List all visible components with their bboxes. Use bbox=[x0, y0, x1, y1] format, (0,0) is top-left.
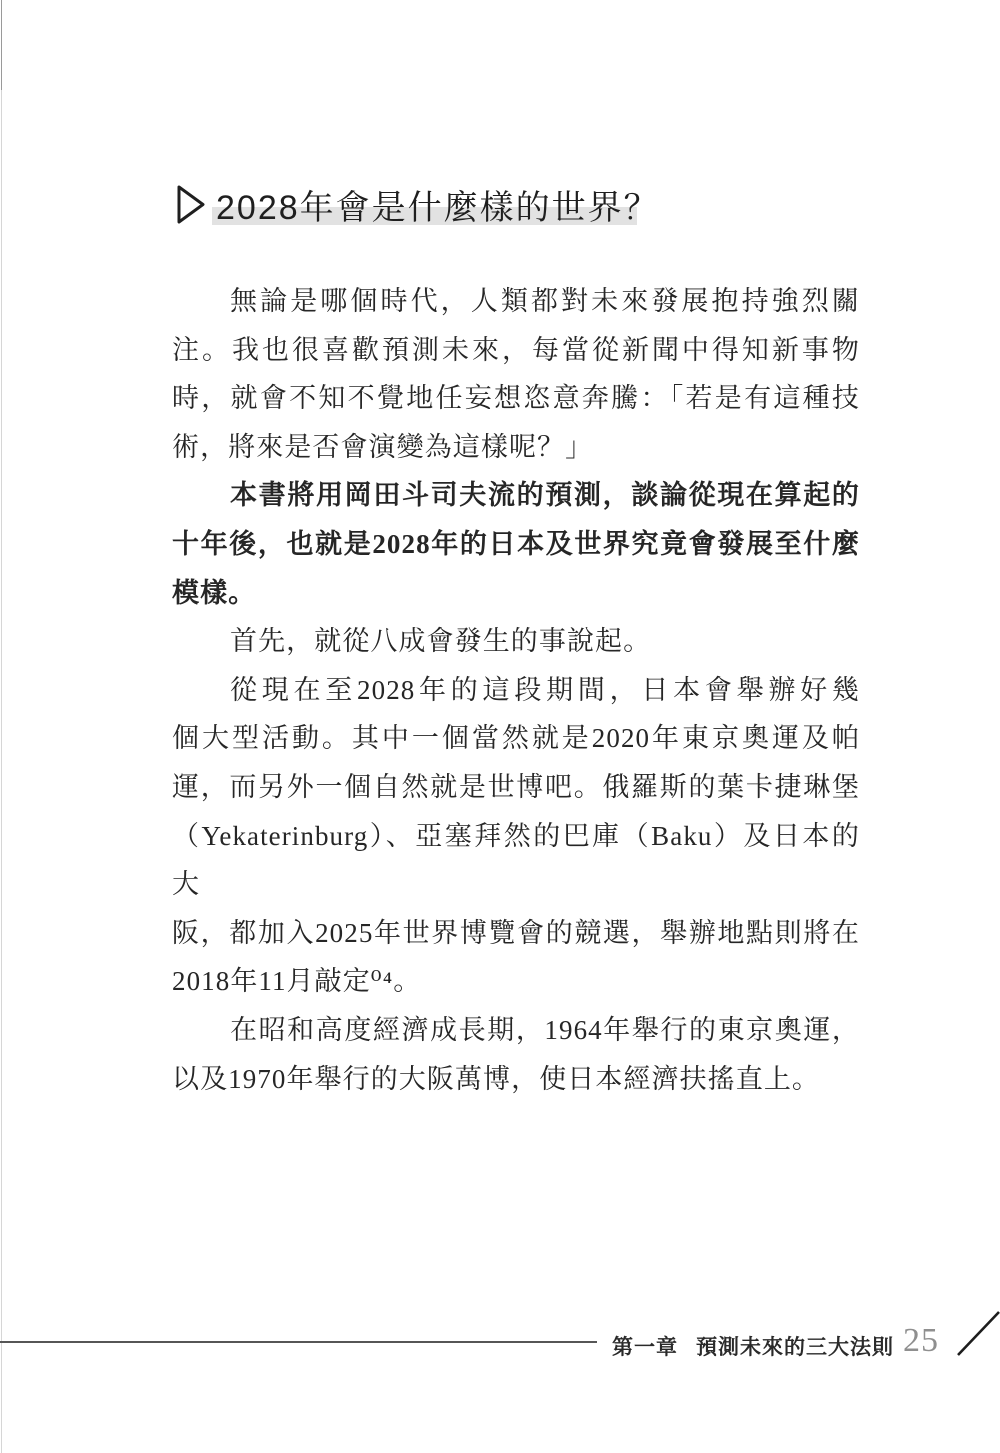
text-line: 首先，就從八成會發生的事說起。 bbox=[230, 626, 652, 657]
text-line: 在昭和高度經濟成長期，1964年舉行的東京奧運， bbox=[230, 1014, 860, 1045]
text-line: 注。我也很喜歡預測未來，每當從新聞中得知新事物 bbox=[172, 334, 860, 365]
text-line: 無論是哪個時代，人類都對未來發展抱持強烈關 bbox=[230, 286, 860, 316]
text-line: 以及1970年舉行的大阪萬博，使日本經濟扶搖直上。 bbox=[172, 1063, 820, 1094]
chapter-title: 預測未來的三大法則 bbox=[696, 1336, 894, 1359]
text-line: 2018年11月敲定⁰⁴。 bbox=[172, 966, 422, 997]
page-number-slash-icon bbox=[952, 1305, 1000, 1361]
text-line: 本書將用岡田斗司夫流的預測，談論從現在算起的 bbox=[230, 480, 860, 511]
text-line: 個大型活動。其中一個當然就是2020年東京奧運及帕 bbox=[172, 723, 860, 754]
text-line: （Yekaterinburg）、亞塞拜然的巴庫（Baku）及日本的大 bbox=[172, 820, 860, 900]
text-line: 術，將來是否會演變為這樣呢？」 bbox=[172, 431, 594, 462]
text-line: 從現在至2028年的這段期間，日本會舉辦好幾 bbox=[230, 674, 860, 705]
page-edge-line bbox=[1, 0, 2, 1453]
text-line: 阪，都加入2025年世界博覽會的競選，舉辦地點則將在 bbox=[172, 917, 860, 948]
text-line: 十年後，也就是2028年的日本及世界究竟會發展至什麼 bbox=[172, 528, 860, 559]
chapter-label: 第一章 bbox=[612, 1336, 678, 1359]
text-line: 運，而另外一個自然就是世博吧。俄羅斯的葉卡捷琳堡 bbox=[172, 771, 860, 802]
footer-chapter bbox=[612, 1331, 894, 1361]
page-number: 25 bbox=[903, 1322, 939, 1359]
footer-rule bbox=[0, 1341, 597, 1343]
section-heading-text: 2028年會是什麼樣的世界？ bbox=[216, 189, 660, 227]
text-line: 時，就會不知不覺地任妄想恣意奔騰：「若是有這種技 bbox=[172, 383, 860, 414]
text-line: 模樣。 bbox=[172, 577, 257, 608]
triangle-bullet-icon bbox=[176, 184, 208, 231]
body-text bbox=[172, 277, 860, 1103]
